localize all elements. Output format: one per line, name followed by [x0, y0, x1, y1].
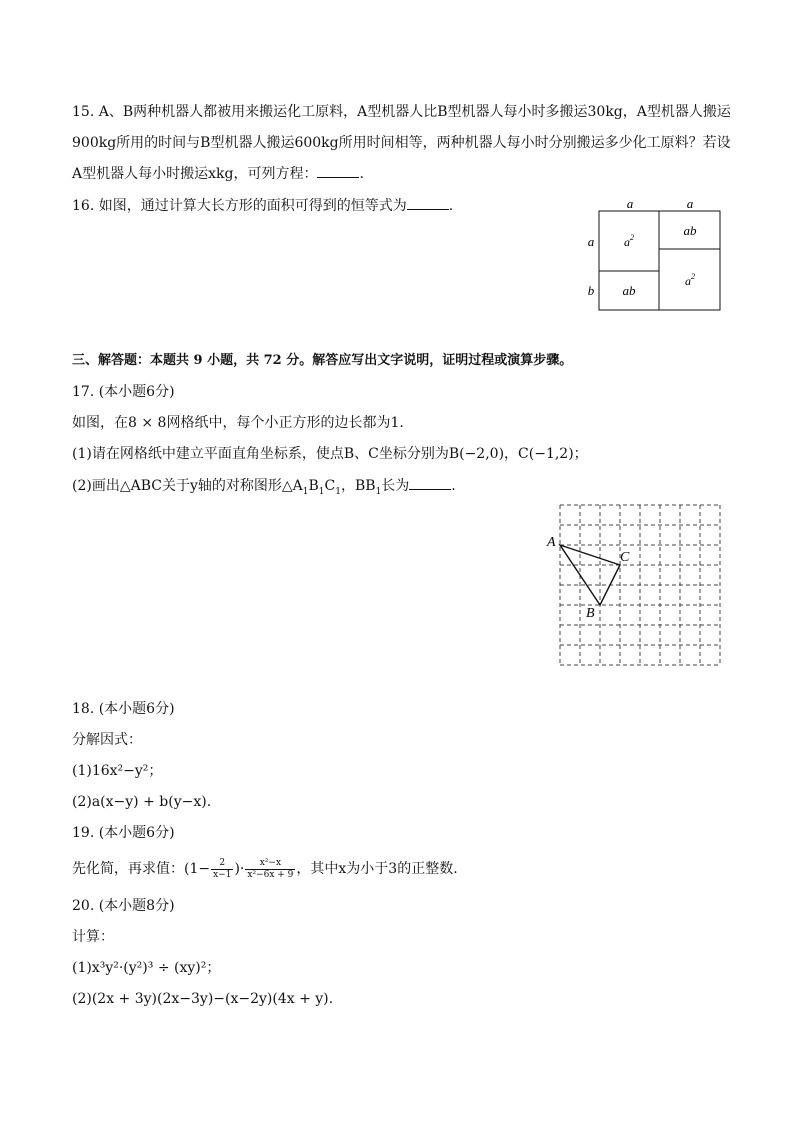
q16-cell-a-squared-right: $a^2$ [685, 272, 695, 288]
q19-frac1-den: x−1 [213, 869, 232, 880]
q15-line-3 [72, 164, 364, 184]
q16-end: . [448, 198, 454, 214]
q17-dashed-grid [560, 505, 720, 665]
q16-rectangle-figure [580, 192, 730, 316]
q17-sub-2: 1 [318, 486, 325, 497]
q20-intro: 计算： [72, 929, 114, 945]
q17-grid-figure [540, 500, 730, 670]
q17-part-2-end: . [451, 478, 456, 494]
q16-side-label-b: b [587, 283, 595, 298]
q16-text [72, 196, 453, 216]
q16-cell-ab-top: ab [683, 223, 697, 238]
q18-title: 18. (本小题6分) [72, 701, 175, 717]
q19-title: 19. (本小题6分) [72, 825, 175, 841]
q16-cell-ab-bottom: ab [622, 283, 636, 298]
q15-line-1: 15. A、B两种机器人都被用来搬运化工原料，A型机器人比B型机器人每小时多搬运30kg，A型机器人搬运 [72, 104, 731, 120]
answer-blank [317, 165, 359, 178]
section-3-heading: 三、解答题：本题共 9 小题，共 72 分。解答应写出文字说明，证明过程或演算步骤。 [72, 353, 573, 368]
q16-top-label-1: a [626, 196, 634, 211]
q20-part-1: (1)x³y²·(y²)³ ÷ (xy)²； [72, 960, 221, 976]
q17-part-2-d: ，BB [340, 478, 376, 494]
q17-part-2-b: B [308, 478, 319, 494]
q17-part-2-c: C [324, 478, 336, 494]
point-c-label: C [620, 550, 630, 565]
q19-frac1-num: 2 [211, 858, 233, 870]
q16-prompt: 16. 如图，通过计算大长方形的面积可得到的恒等式为 [72, 198, 407, 214]
q17-sub-4: 1 [375, 486, 382, 497]
answer-blank [407, 197, 449, 210]
q17-part-2 [72, 476, 456, 502]
q19-text-a: 先化简，再求值：(1− [72, 861, 211, 877]
q16-cell-a-squared-left: $a^2$ [624, 233, 634, 249]
q19-fraction-2 [245, 858, 295, 881]
q17-intro: 如图，在8 × 8网格纸中，每个小正方形的边长都为1. [72, 415, 404, 431]
q15-line-3-text: A型机器人每小时搬运xkg，可列方程： [72, 166, 318, 182]
q15-line-3-end: . [359, 166, 364, 182]
q16-top-label-2: a [686, 196, 694, 211]
q17-sub-3: 1 [335, 486, 341, 497]
q19-expression [72, 856, 458, 882]
q17-part-2-a: (2)画出△ABC关于y轴的对称图形△A [72, 478, 303, 494]
q17-sub-1: 1 [302, 486, 309, 497]
q19-frac2-den: x²−6x + 9 [247, 869, 294, 880]
answer-blank [409, 477, 451, 490]
q17-part-2-e: 长为 [381, 478, 410, 494]
q17-title: 17. (本小题6分) [72, 384, 175, 400]
q20-part-2: (2)(2x + 3y)(2x−3y)−(x−2y)(4x + y). [72, 991, 334, 1007]
q19-frac2-num: x²−x [245, 858, 295, 870]
q18-part-2: (2)a(x−y) + b(y−x). [72, 794, 212, 810]
point-b-label: B [586, 606, 595, 621]
q15-line-2: 900kg所用的时间与B型机器人搬运600kg所用时间相等，两种机器人每小时分别搬运多少化工原料？若设 [72, 135, 731, 151]
q17-part-1: (1)请在网格纸中建立平面直角坐标系，使点B、C坐标分别为B(−2,0)，C(−1,2)； [72, 446, 588, 462]
q16-side-label-a: a [587, 234, 595, 249]
q18-part-1: (1)16x²−y²； [72, 763, 163, 779]
q19-fraction-1 [211, 858, 233, 881]
triangle-abc [560, 545, 620, 605]
q18-intro: 分解因式： [72, 732, 142, 748]
point-a-label: A [547, 535, 556, 550]
q20-title: 20. (本小题8分) [72, 898, 175, 914]
q19-text-b: )· [234, 861, 245, 877]
q19-text-c: ，其中x为小于3的正整数. [296, 861, 458, 877]
